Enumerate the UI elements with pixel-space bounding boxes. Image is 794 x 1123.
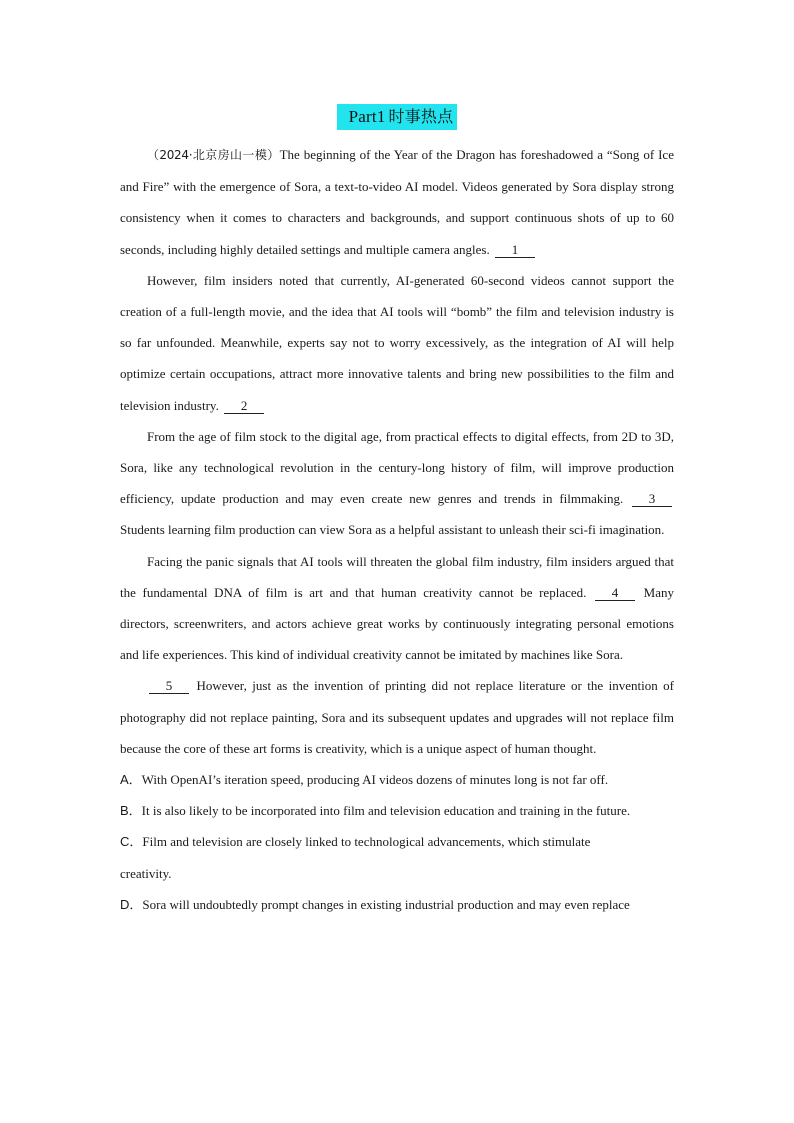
option-b-text: It is also likely to be incorporated into film and television education and training in the future. (141, 803, 631, 819)
section-title-highlight (337, 104, 458, 130)
option-c-text: Film and television are closely linked to technological advancements, which stimulate creativity. (120, 834, 591, 881)
option-a (120, 764, 674, 795)
option-d-text: Sora will undoubtedly prompt changes in existing industrial production and may even replace (142, 896, 630, 912)
paragraph-1-text: The beginning of the Year of the Dragon has foreshadowed a “Song of Ice and Fire” with the emergence of Sora, a text-to-video AI model. Videos generated by Sora display strong consistency when it comes to characters and backgrounds, and support continuous shots of up to 60 seconds, including highly detailed settings and multiple camera angles. (120, 147, 674, 257)
option-a-text: With OpenAI’s iteration speed, producing AI videos dozens of minutes long is not far off. (141, 772, 609, 788)
paragraph-3-continuation: Students learning film production can view Sora as a helpful assistant to unleash their sci-fi imagination. (120, 522, 665, 538)
paragraph-3-text: From the age of film stock to the digital age, from practical effects to digital effects, from 2D to 3D, Sora, like any technological revolution in the century-long history of film, will improve production efficiency, update production and may even create new genres and trends in filmmaking. (120, 428, 674, 507)
topic-label: 时事热点 (388, 107, 454, 126)
section-heading (0, 104, 794, 130)
blank-5: 5 (149, 678, 189, 694)
option-c (120, 826, 674, 888)
blank-1: 1 (495, 242, 535, 258)
paragraph-5-text: However, just as the invention of printing did not replace literature or the invention of photography did not replace painting, Sora and its subsequent updates and upgrades will not replace film because the core of these art forms is creativity, which is a unique aspect of human thought. (120, 678, 674, 756)
option-d (120, 889, 674, 920)
paragraph-4 (120, 546, 674, 671)
paragraph-2 (120, 265, 674, 421)
paragraph-5 (120, 670, 674, 764)
blank-3: 3 (632, 491, 672, 507)
option-a-letter: A． (120, 772, 142, 788)
paragraph-3 (120, 421, 674, 546)
passage (120, 139, 674, 920)
option-d-letter: D． (120, 896, 143, 912)
paragraph-4-continuation: Many directors, screenwriters, and actors achieve great works by continuously integrating personal emotions and life experiences. This kind of individual creativity cannot be imitated by machines like Sora. (120, 584, 675, 663)
paragraph-1 (120, 139, 674, 265)
paragraph-4-text: Facing the panic signals that AI tools will threaten the global film industry, film insiders argued that the fundamental DNA of film is art and that human creativity cannot be replaced. (120, 553, 674, 600)
blank-2: 2 (224, 398, 264, 414)
paragraph-2-text: However, film insiders noted that currently, AI-generated 60-second videos cannot support the creation of a full-length movie, and the idea that AI tools will “bomb” the film and television industry is so far unfounded. Meanwhile, experts say not to worry excessively, as the integration of AI will help optimize certain occupations, attract more innovative talents and bring new possibilities to the film and television industry. (120, 272, 674, 413)
blank-4: 4 (595, 585, 635, 601)
source-citation: （2024·北京房山一模） (147, 148, 280, 162)
part-label: Part1 (348, 107, 386, 126)
option-b (120, 795, 674, 826)
option-b-letter: B． (120, 803, 142, 819)
option-c-letter: C． (120, 834, 143, 850)
